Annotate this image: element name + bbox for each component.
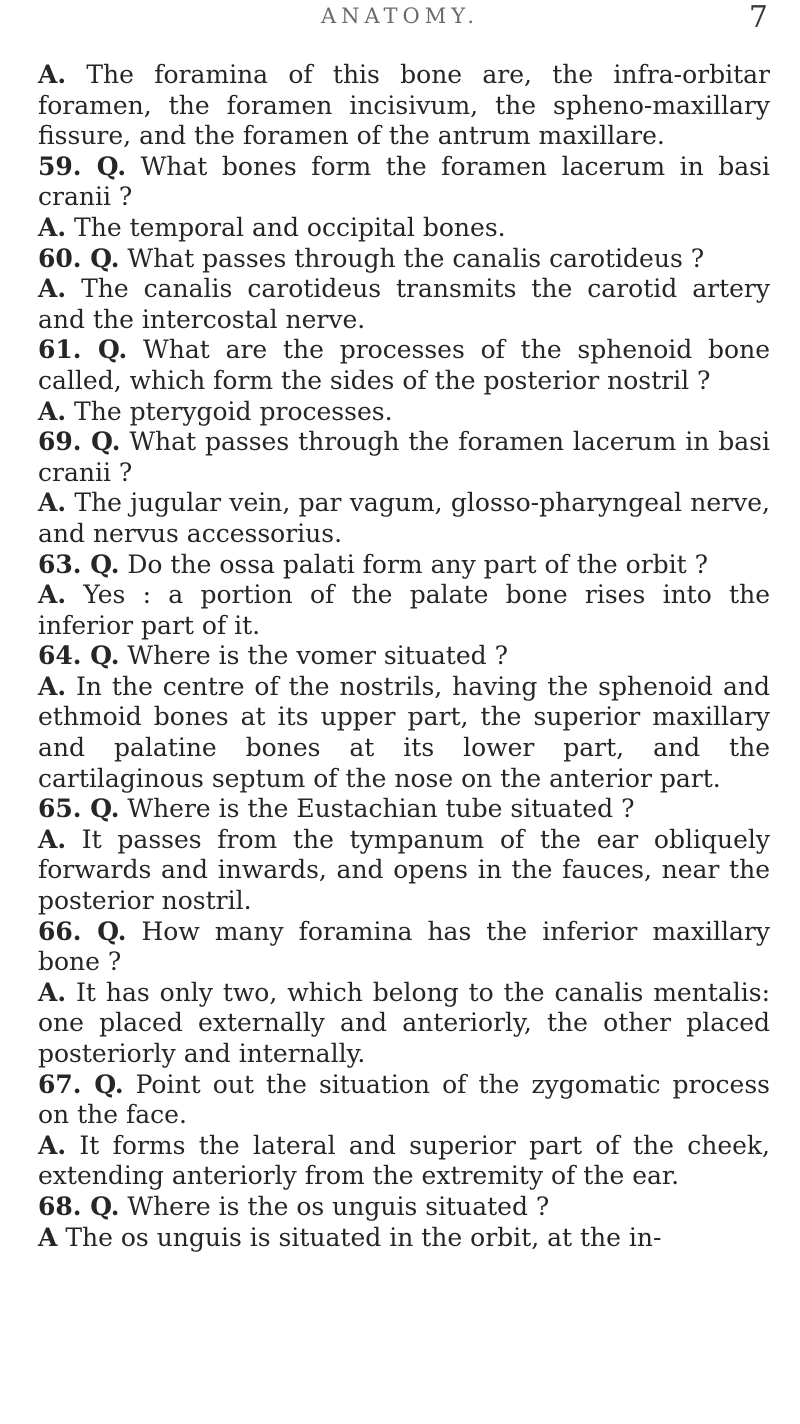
paragraph-text: What bones form the foramen lacerum in basi cranii ?	[38, 151, 770, 212]
paragraph-label: 66. Q.	[38, 916, 127, 946]
question-paragraph	[38, 641, 770, 672]
paragraph-label: 63. Q.	[38, 549, 120, 579]
paragraph-label: 61. Q.	[38, 335, 128, 365]
paragraph-label: 69. Q.	[38, 427, 121, 457]
paragraph-text: It passes from the tympanum of the ear obliquely forwards and inwards, and opens in the fauces, near the posterior nostril.	[38, 824, 770, 916]
paragraph-text: In the centre of the nostrils, having the sphenoid and ethmoid bones at its upper part, the superior maxillary and palatine bones at its lower part, and the cartilaginous septum of the nose on the anterior part.	[38, 671, 770, 793]
paragraph-label: A.	[38, 274, 67, 304]
question-paragraph	[38, 427, 770, 488]
paragraph-text: What passes through the canalis carotideus ?	[119, 243, 705, 273]
paragraph-text: It has only two, which belong to the canalis mentalis: one placed externally and anteriorly, the other placed posteriorly and internally.	[38, 977, 770, 1068]
paragraph-label: 67. Q.	[38, 1069, 124, 1099]
question-paragraph	[38, 917, 770, 978]
paragraph-label: 59. Q.	[38, 151, 127, 181]
paragraph-text: The canalis carotideus transmits the carotid artery and the intercostal nerve.	[38, 274, 770, 334]
answer-paragraph	[38, 274, 770, 335]
running-title: ANATOMY.	[320, 4, 480, 28]
paragraph-text: Point out the situation of the zygomatic process on the face.	[38, 1069, 770, 1130]
paragraph-label: A.	[38, 1130, 67, 1160]
answer-paragraph	[38, 978, 770, 1070]
answer-paragraph	[38, 213, 770, 244]
paragraph-label: 68. Q.	[38, 1191, 120, 1221]
question-paragraph	[38, 550, 770, 581]
paragraph-label: A	[38, 1222, 58, 1252]
answer-paragraph	[38, 60, 770, 152]
paragraph-label: 65. Q.	[38, 794, 120, 824]
question-paragraph	[38, 244, 770, 275]
paragraph-text: The pterygoid processes.	[66, 396, 393, 426]
paragraph-label: A.	[38, 671, 67, 701]
page-number: 7	[748, 0, 768, 35]
paragraph-label: A.	[38, 580, 67, 610]
paragraph-text: The temporal and occipital bones.	[66, 212, 506, 242]
answer-paragraph	[38, 1223, 770, 1254]
paragraph-text: What passes through the foramen lacerum in basi cranii ?	[38, 427, 771, 487]
paragraph-label: 60. Q.	[38, 243, 120, 273]
answer-paragraph	[38, 397, 770, 428]
paragraph-text: Where is the os unguis situated ?	[119, 1191, 550, 1221]
paragraph-text: Where is the vomer situated ?	[119, 641, 508, 671]
answer-paragraph	[38, 825, 770, 917]
paragraph-text: Where is the Eustachian tube situated ?	[119, 794, 635, 824]
paragraph-text: What are the processes of the sphenoid bone called, which form the sides of the posterior nostril ?	[38, 335, 770, 395]
question-paragraph	[38, 152, 770, 213]
paragraph-label: A.	[38, 60, 67, 89]
paragraph-label: A.	[38, 488, 67, 518]
question-paragraph	[38, 1070, 770, 1131]
answer-paragraph	[38, 1131, 770, 1192]
paragraph-label: A.	[38, 396, 67, 426]
paragraph-text: The jugular vein, par vagum, glosso-pharyngeal nerve, and nervus accessorius.	[38, 488, 770, 548]
answer-paragraph	[38, 488, 770, 549]
paragraph-label: A.	[38, 212, 67, 242]
paragraph-label: 64. Q.	[38, 641, 120, 671]
paragraph-label: A.	[38, 824, 67, 854]
answer-paragraph	[38, 580, 770, 641]
paragraph-text: The foramina of this bone are, the infra-orbitar foramen, the foramen incisivum, the spheno-maxillary fissure, and the foramen of the antrum maxillare.	[38, 60, 770, 151]
paragraph-text: The os unguis is situated in the orbit, at the in-	[57, 1222, 662, 1252]
paragraph-text: Do the ossa palati form any part of the orbit ?	[119, 549, 709, 579]
paragraph-text: How many foramina has the inferior maxillary bone ?	[38, 916, 770, 977]
paragraph-text: It forms the lateral and superior part of the cheek, extending anteriorly from the extremity of the ear.	[38, 1130, 770, 1191]
question-paragraph	[38, 794, 770, 825]
question-paragraph	[38, 335, 770, 396]
answer-paragraph	[38, 672, 770, 794]
page-body	[38, 60, 770, 1253]
question-paragraph	[38, 1192, 770, 1223]
paragraph-label: A.	[38, 977, 67, 1007]
paragraph-text: Yes : a portion of the palate bone rises into the inferior part of it.	[38, 580, 770, 640]
